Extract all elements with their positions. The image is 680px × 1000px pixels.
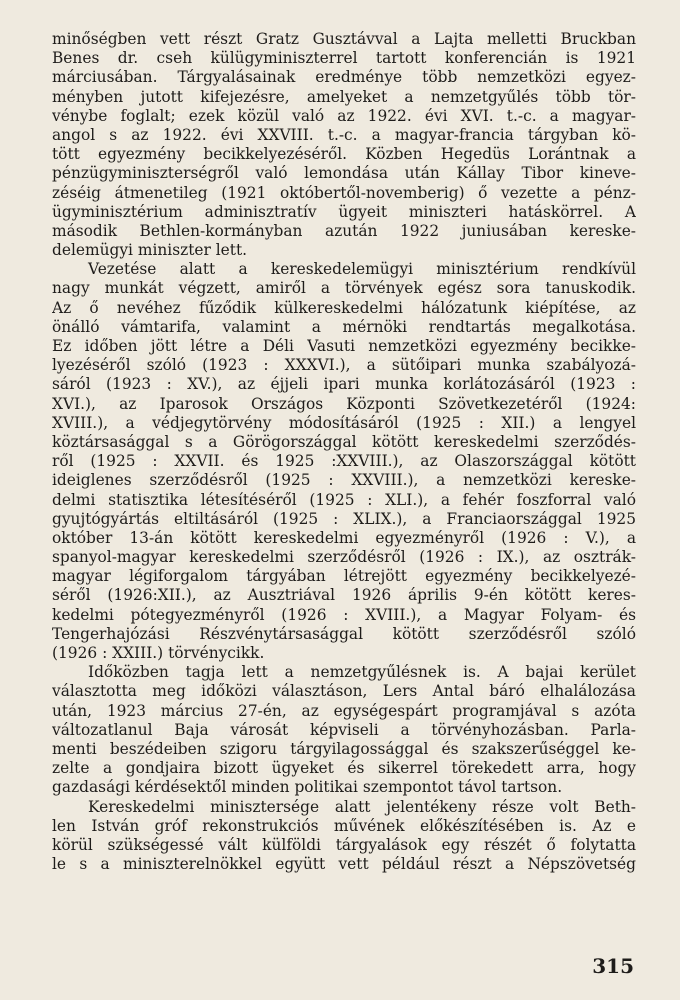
text-line: spanyol-magyar kereskedelmi szerződésről (1926 : IX.), az osztrák- [52, 548, 636, 567]
text-line: delmi statisztika létesítéséről (1925 : XLI.), a fehér foszforral való [52, 490, 636, 509]
text-line: tött egyezmény becikkelyezéséről. Közben Hegedüs Lorántnak a [52, 145, 636, 164]
text-line: angol s az 1922. évi XXVIII. t.-c. a magyar-francia tárgyban kö- [52, 125, 636, 144]
text-line: minőségben vett részt Gratz Gusztávval a Lajta melletti Bruckban [52, 30, 636, 48]
text-line: október 13-án kötött kereskedelmi egyezményről (1926 : V.), a [52, 528, 636, 547]
paragraph [52, 260, 636, 663]
text-line: Ez időben jött létre a Déli Vasuti nemzetközi egyezmény becikke- [52, 337, 636, 355]
text-line: séről (1926:XII.), az Ausztriával 1926 április 9-én kötött keres- [52, 586, 636, 605]
text-line: választotta meg időközi választáson, Lers Antal báró elhalálozása [52, 682, 636, 701]
text-line: Időközben tagja lett a nemzetgyűlésnek is. A bajai kerület [88, 663, 636, 682]
text-line: delemügyi miniszter lett. [52, 241, 248, 260]
text-line: le s a miniszterelnökkel együtt vett például részt a Népszövetség [52, 855, 636, 874]
text-line: kedelmi pótegyezményről (1926 : XVIII.), a Magyar Folyam- és [52, 605, 636, 624]
page-text [52, 30, 636, 874]
text-line: Kereskedelmi minisztersége alatt jelentékeny része volt Beth- [88, 797, 636, 816]
text-line: magyar légiforgalom tárgyában létrejött egyezmény becikkelyezé- [52, 567, 636, 586]
text-line: sáról (1923 : XV.), az éjjeli ipari munka korlátozásáról (1923 : [52, 375, 636, 394]
text-line: Az ő nevéhez fűződik külkereskedelmi hálózatunk kiépítése, az [52, 298, 636, 317]
text-line: ideiglenes szerződésről (1925 : XXVIII.), a nemzetközi kereske- [52, 471, 636, 490]
text-line: zéséig átmenetileg (1921 októbertől-novemberig) ő vezette a pénz- [52, 183, 636, 202]
text-line: önálló vámtarifa, valamint a mérnöki rendtartás megalkotása. [52, 317, 636, 336]
text-line: ről (1925 : XXVII. és 1925 :XXVIII.), az Olaszországgal kötött [52, 452, 636, 471]
text-line: ügyminisztérium adminisztratív ügyeit miniszteri hatáskörrel. A [52, 202, 636, 221]
text-line: változatlanul Baja városát képviseli a törvényhozásban. Parla- [52, 720, 636, 739]
text-line: gazdasági kérdésektől minden politikai szempontot távol tartson. [52, 778, 563, 797]
paragraph [52, 663, 636, 797]
text-line: ményben jutott kifejezésre, amelyeket a nemzetgyűlés több tör- [52, 87, 636, 106]
text-line: Tengerhajózási Részvénytársasággal kötött szerződésről szóló [52, 624, 636, 643]
text-line: XVI.), az Iparosok Országos Központi Szövetkezetéről (1924: [52, 394, 636, 413]
text-line: menti beszédeiben szigoru tárgyilagossággal és szakszerűséggel ke- [52, 739, 636, 758]
text-line: köztársasággal s a Görögországgal kötött kereskedelmi szerződés- [52, 432, 636, 451]
paragraph [52, 798, 636, 875]
text-line: vénybe foglalt; ezek közül való az 1922. évi XVI. t.-c. a magyar- [52, 106, 636, 125]
text-line: körül szükségessé vált külföldi tárgyalások egy részét ő folytatta [52, 835, 636, 854]
paragraph [52, 30, 636, 260]
text-line: XVIII.), a védjegytörvény módosításáról (1925 : XII.) a lengyel [52, 413, 636, 432]
text-line: pénzügyminiszterségről való lemondása után Kállay Tibor kineve- [52, 164, 636, 183]
page-number: 315 [592, 954, 634, 978]
text-line: len István gróf rekonstrukciós művének előkészítésében is. Az e [52, 816, 636, 835]
text-line: gyujtógyártás eltiltásáról (1925 : XLIX.), a Franciaországgal 1925 [52, 509, 636, 528]
text-line: lyezéséről szóló (1923 : XXXVI.), a sütőipari munka szabályozá- [52, 356, 636, 375]
text-line: Benes dr. cseh külügyminiszterrel tartott konferencián is 1921 [52, 49, 636, 68]
text-line: második Bethlen-kormányban azután 1922 juniusában kereske- [52, 221, 636, 240]
text-line: Vezetése alatt a kereskedelemügyi minisztérium rendkívül [88, 260, 636, 279]
text-line: zelte a gondjaira bizott ügyeket és sikerrel törekedett arra, hogy [52, 759, 636, 778]
text-line: (1926 : XXIII.) törvénycikk. [52, 644, 265, 662]
text-line: után, 1923 március 27-én, az egységespárt programjával s azóta [52, 701, 636, 720]
text-line: nagy munkát végzett, amiről a törvények egész sora tanuskodik. [52, 279, 636, 298]
text-line: márciusában. Tárgyalásainak eredménye több nemzetközi egyez- [52, 68, 636, 87]
